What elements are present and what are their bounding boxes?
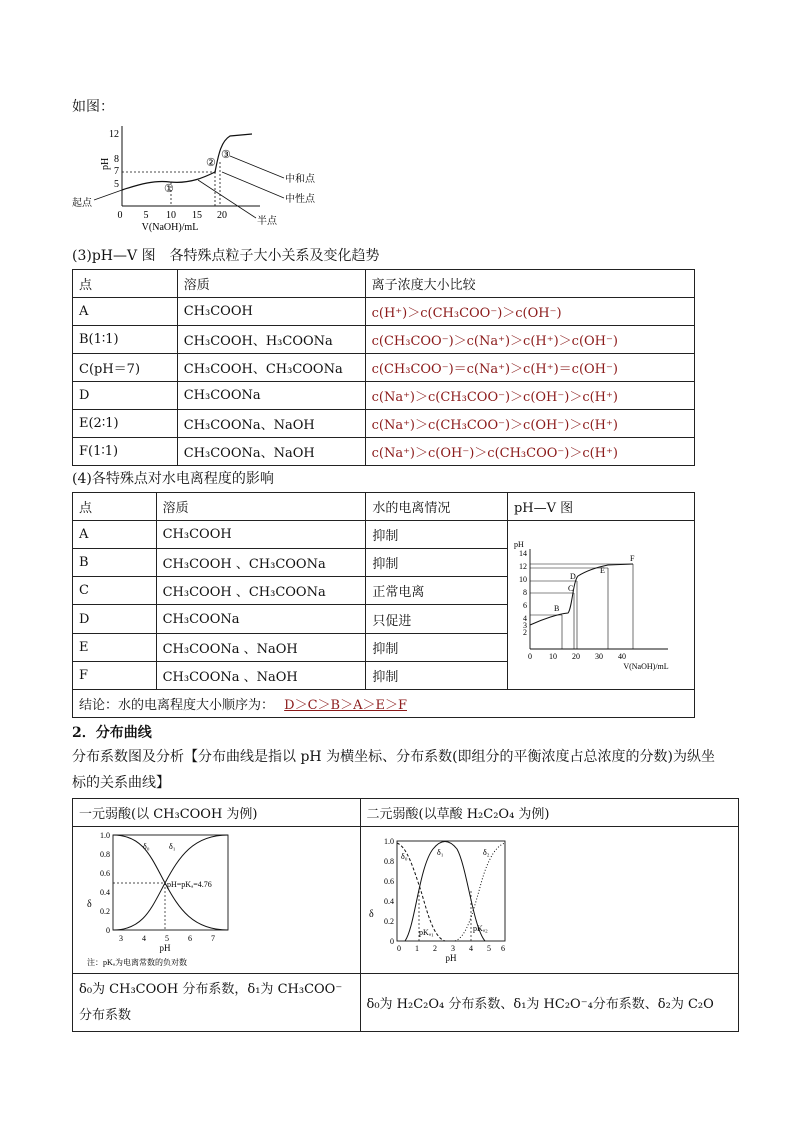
fig4-curve-label: δ₀: [400, 852, 408, 861]
fig2-y-label: pH: [513, 540, 524, 549]
cell-solute: CH₃COOH、H₃COONa: [177, 326, 365, 354]
cell-point: F(1∶1): [73, 438, 178, 466]
fig2-xtick: 30: [594, 652, 603, 661]
conclusion-label: 结论：水的电离程度大小顺序为：: [79, 698, 275, 713]
cell-point: C: [73, 577, 157, 605]
fig1-note-start: 起点: [72, 198, 92, 209]
cell-comparison: c(Na⁺)＞c(CH₃COO⁻)＞c(OH⁻)＞c(H⁺): [365, 382, 694, 410]
cell-point: F: [73, 661, 157, 689]
table-header: [73, 270, 695, 298]
cell-ionization: 正常电离: [366, 577, 508, 605]
conclusion-value: D＞C＞B＞A＞E＞F: [284, 698, 407, 713]
fig2-point-label: E: [599, 566, 605, 575]
desc-right-cell: δ₀为 H₂C₂O₄ 分布系数、δ₁为 HC₂O⁻₄分布系数、δ₂为 C₂O: [360, 974, 739, 1032]
fig2-point-label: D: [569, 572, 576, 581]
cell-point: B(1∶1): [73, 326, 178, 354]
fig3-xtick: 6: [188, 934, 192, 943]
fig3-ytick: 0.8: [100, 850, 110, 859]
header-cell: pH—V 图: [507, 493, 694, 521]
ph-v-figure: [508, 521, 694, 685]
cell-solute: CH₃COOH 、CH₃COONa: [156, 577, 366, 605]
fig4-ytick: 0.2: [383, 917, 394, 926]
fig1-ytick: 12: [109, 129, 119, 140]
fig1-xtick: 15: [192, 210, 202, 221]
fig4-y-label: δ: [368, 909, 374, 920]
intro-label: 如图：: [72, 99, 114, 115]
fig3-curve-label: δ₀: [143, 842, 150, 851]
fig2-x-label: V(NaOH)/mL: [623, 662, 669, 671]
cell-solute: CH₃COOH: [177, 298, 365, 326]
header-cell: 一元弱酸(以 CH₃COOH 为例): [73, 799, 361, 827]
fig2-xtick: 10: [548, 652, 557, 661]
conclusion-row: [73, 690, 695, 718]
fig4-ytick: 0: [389, 937, 394, 946]
table-row: [73, 382, 695, 410]
cell-comparison: c(H⁺)＞c(CH₃COO⁻)＞c(OH⁻): [365, 298, 694, 326]
cell-solute: CH₃COONa 、NaOH: [156, 633, 366, 661]
table-water-ionization: [72, 492, 695, 718]
fig2-point-label: F: [629, 554, 635, 563]
fig1-marker: ②: [206, 157, 216, 169]
fig4-cell: [360, 827, 739, 974]
fig1-xtick: 0: [117, 210, 123, 221]
fig2-curve: [530, 564, 633, 625]
fig3-annotation: pH=pKₐ=4.76: [167, 880, 212, 889]
fig3-x-label: pH: [159, 943, 171, 953]
fig2-ytick: 3: [522, 621, 527, 630]
fig3-ytick: 0.4: [100, 888, 110, 897]
cell-ionization: 抑制: [366, 549, 508, 577]
header-cell: 点: [73, 493, 157, 521]
fig2-ytick: 10: [518, 575, 527, 584]
table-row: [73, 438, 695, 466]
fig4-curve-label: δ₁: [436, 848, 444, 857]
cell-point: B: [73, 549, 157, 577]
fig3-xtick: 5: [165, 934, 169, 943]
fig1-y-label: pH: [100, 157, 111, 170]
titration-figure: [70, 122, 330, 234]
fig1-arrow: [230, 156, 284, 178]
fig2-xtick: 20: [571, 652, 580, 661]
fig2-ytick: 8: [522, 588, 527, 597]
fig3-ytick: 0.6: [100, 869, 110, 878]
cell-ionization: 抑制: [366, 521, 508, 549]
cell-solute: CH₃COONa: [156, 605, 366, 633]
cell-solute: CH₃COOH 、CH₃COONa: [156, 549, 366, 577]
fig1-note-half: 半点: [257, 216, 277, 227]
cell-point: D: [73, 605, 157, 633]
fig3-ytick: 0.2: [100, 907, 110, 916]
fig2-ytick: 4: [522, 614, 527, 623]
fig1-marker: ③: [221, 149, 231, 161]
cell-comparison: c(CH₃COO⁻)＞c(Na⁺)＞c(H⁺)＞c(OH⁻): [365, 326, 694, 354]
fig2-ytick: 12: [518, 562, 527, 571]
description-row: [73, 974, 739, 1032]
cell-solute: CH₃COOH: [156, 521, 366, 549]
fig2-xtick: 0: [527, 652, 532, 661]
fig1-arrow: [222, 172, 284, 198]
cell-point: C(pH＝7): [73, 354, 178, 382]
fig4-xtick: 5: [486, 944, 491, 953]
fig1-note-neutralization: 中和点: [285, 174, 315, 185]
fig2-ytick: 2: [522, 628, 527, 637]
fig4-xtick: 6: [500, 944, 505, 953]
fig4-curve-label: δ₂: [482, 848, 490, 857]
fig4-x-label: pH: [445, 953, 456, 963]
section-3-title: (3)pH—V 图 各特殊点粒子大小关系及变化趋势: [72, 248, 380, 264]
cell-point: D: [73, 382, 178, 410]
fig4-pk-label: pKₐ₁: [418, 928, 434, 937]
fig1-ytick: 7: [114, 166, 119, 177]
cell-point: A: [73, 521, 157, 549]
table-row: [73, 354, 695, 382]
table-ion-concentration: [72, 269, 695, 466]
fig3-y-label: δ: [87, 899, 92, 910]
fig2-ytick: 14: [518, 549, 527, 558]
fig3-xtick: 7: [211, 934, 215, 943]
cell-point: A: [73, 298, 178, 326]
fig3-curve-label: δ₁: [169, 842, 176, 851]
fig4-pk-label: pKₐ₂: [472, 924, 488, 933]
cell-comparison: c(Na⁺)＞c(CH₃COO⁻)＞c(OH⁻)＞c(H⁺): [365, 410, 694, 438]
fig4-ytick: 0.8: [383, 857, 394, 866]
cell-comparison: c(CH₃COO⁻)＝c(Na⁺)＞c(H⁺)＝c(OH⁻): [365, 354, 694, 382]
fig1-ytick: 8: [114, 154, 119, 165]
cell-solute: CH₃COONa、NaOH: [177, 410, 365, 438]
desc-left-cell: [73, 974, 361, 1032]
cell-ionization: 抑制: [366, 633, 508, 661]
fig4-ytick: 0.4: [383, 897, 394, 906]
cell-point: E: [73, 633, 157, 661]
desc-left-line1: δ₀为 CH₃COOH 分布系数，δ₁为 CH₃COO⁻: [79, 981, 343, 997]
fig3-xtick: 3: [119, 934, 123, 943]
table-row: [73, 326, 695, 354]
header-cell: 离子浓度大小比较: [365, 270, 694, 298]
section-2-title: 2．分布曲线: [72, 725, 152, 741]
fig1-arrow: [198, 180, 256, 218]
cell-solute: CH₃COONa 、NaOH: [156, 661, 366, 689]
section-2-description: 分布系数图及分析【分布曲线是指以 pH 为横坐标、分布系数(即组分的平衡浓度占总浓度的分数)为纵坐标的关系曲线】: [72, 749, 715, 791]
table-header: [73, 493, 695, 521]
section-4-title: (4)各特殊点对水电离程度的影响: [72, 471, 274, 487]
fig1-marker: ①: [164, 183, 174, 195]
header-cell: 溶质: [156, 493, 366, 521]
cell-point: E(2∶1): [73, 410, 178, 438]
cell-solute: CH₃COONa、NaOH: [177, 438, 365, 466]
table-row: [73, 521, 695, 549]
fig1-xtick: 10: [166, 210, 176, 221]
fig2-xtick: 40: [617, 652, 626, 661]
fig3-ytick: 0: [106, 926, 110, 935]
fig1-note-neutral: 中性点: [285, 194, 315, 205]
fig3-cell: [73, 827, 361, 974]
fig4-xtick: 3: [450, 944, 455, 953]
table-distribution: [72, 798, 739, 1032]
fig3-note: 注：pKₐ为电离常数的负对数: [87, 958, 187, 967]
fig1-arrow: [94, 190, 122, 200]
fig2-ytick: 6: [522, 601, 527, 610]
table-row: [73, 298, 695, 326]
cell-solute: CH₃COOH、CH₃COONa: [177, 354, 365, 382]
fig4-xtick: 1: [414, 944, 419, 953]
table-row: [73, 410, 695, 438]
fig4-ytick: 1.0: [383, 837, 394, 846]
cell-ionization: 抑制: [366, 661, 508, 689]
fig4-xtick: 2: [432, 944, 437, 953]
header-cell: 点: [73, 270, 178, 298]
fig3-ytick: 1.0: [100, 831, 110, 840]
fig1-ytick: 5: [114, 179, 119, 190]
fig2-point-label: C: [567, 584, 574, 593]
header-cell: 溶质: [177, 270, 365, 298]
header-cell: 二元弱酸(以草酸 H₂C₂O₄ 为例): [360, 799, 739, 827]
cell-solute: CH₃COONa: [177, 382, 365, 410]
fig1-x-label: V(NaOH)/mL: [141, 222, 199, 233]
cell-comparison: c(Na⁺)＞c(OH⁻)＞c(CH₃COO⁻)＞c(H⁺): [365, 438, 694, 466]
fig1-xtick: 5: [143, 210, 149, 221]
monoprotic-figure: [73, 827, 359, 969]
fig4-ytick: 0.6: [383, 877, 394, 886]
cell-ionization: 只促进: [366, 605, 508, 633]
table-header: [73, 799, 739, 827]
conclusion-cell: [73, 690, 695, 718]
figure-row: [73, 827, 739, 974]
fig2-point-label: B: [553, 604, 560, 613]
desc-left-line2: 分布系数: [79, 1007, 132, 1023]
fig4-xtick: 0: [396, 944, 401, 953]
fig1-xtick: 20: [217, 210, 227, 221]
fig1-curve: [122, 134, 252, 190]
fig3-xtick: 4: [142, 934, 146, 943]
header-cell: 水的电离情况: [366, 493, 508, 521]
diprotic-figure: [361, 827, 738, 969]
fig4-xtick: 4: [468, 944, 473, 953]
fig2-cell: [507, 521, 694, 690]
